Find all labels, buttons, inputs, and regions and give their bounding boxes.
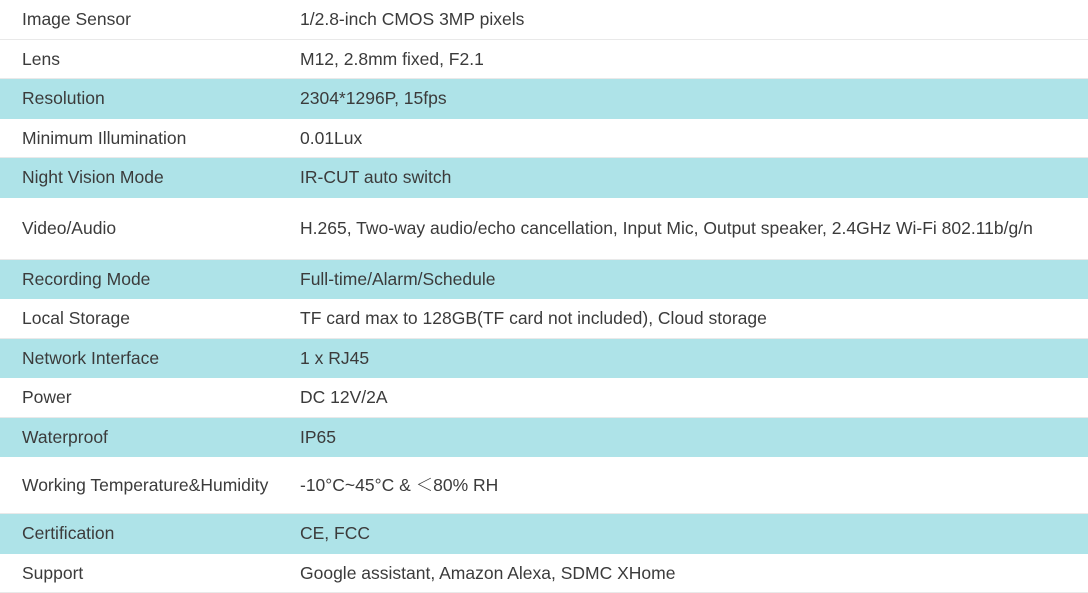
spec-label: Working Temperature&Humidity [0, 457, 280, 514]
spec-label: Certification [0, 514, 280, 554]
spec-value: -10°C~45°C & ＜80% RH [280, 457, 1088, 514]
table-row [0, 418, 1088, 458]
spec-value: Full-time/Alarm/Schedule [280, 260, 1088, 300]
table-row [0, 378, 1088, 418]
spec-value: IP65 [280, 418, 1088, 458]
table-row [0, 554, 1088, 593]
table-row [0, 339, 1088, 379]
spec-label: Video/Audio [0, 198, 280, 260]
table-row [0, 119, 1088, 159]
table-row [0, 158, 1088, 198]
table-row [0, 514, 1088, 554]
table-row [0, 299, 1088, 339]
spec-label: Waterproof [0, 418, 280, 458]
spec-label: Recording Mode [0, 260, 280, 300]
spec-value: M12, 2.8mm fixed, F2.1 [280, 40, 1088, 80]
spec-value: 2304*1296P, 15fps [280, 79, 1088, 119]
spec-label: Resolution [0, 79, 280, 119]
spec-value: 1 x RJ45 [280, 339, 1088, 379]
spec-label: Lens [0, 40, 280, 80]
spec-label: Night Vision Mode [0, 158, 280, 198]
spec-value: CE, FCC [280, 514, 1088, 554]
table-row [0, 40, 1088, 80]
spec-value: 1/2.8-inch CMOS 3MP pixels [280, 0, 1088, 40]
spec-value: TF card max to 128GB(TF card not included), Cloud storage [280, 299, 1088, 339]
spec-value: IR-CUT auto switch [280, 158, 1088, 198]
table-row [0, 260, 1088, 300]
spec-value: 0.01Lux [280, 119, 1088, 159]
spec-label: Power [0, 378, 280, 418]
table-row [0, 457, 1088, 514]
spec-value: H.265, Two-way audio/echo cancellation, Input Mic, Output speaker, 2.4GHz Wi-Fi 802.11b/g/n [280, 198, 1088, 260]
spec-label: Support [0, 554, 280, 593]
spec-label: Minimum Illumination [0, 119, 280, 159]
spec-value: DC 12V/2A [280, 378, 1088, 418]
spec-label: Network Interface [0, 339, 280, 379]
table-row [0, 79, 1088, 119]
table-row [0, 0, 1088, 40]
spec-value: Google assistant, Amazon Alexa, SDMC XHome [280, 554, 1088, 593]
spec-label: Image Sensor [0, 0, 280, 40]
spec-label: Local Storage [0, 299, 280, 339]
table-row [0, 198, 1088, 260]
